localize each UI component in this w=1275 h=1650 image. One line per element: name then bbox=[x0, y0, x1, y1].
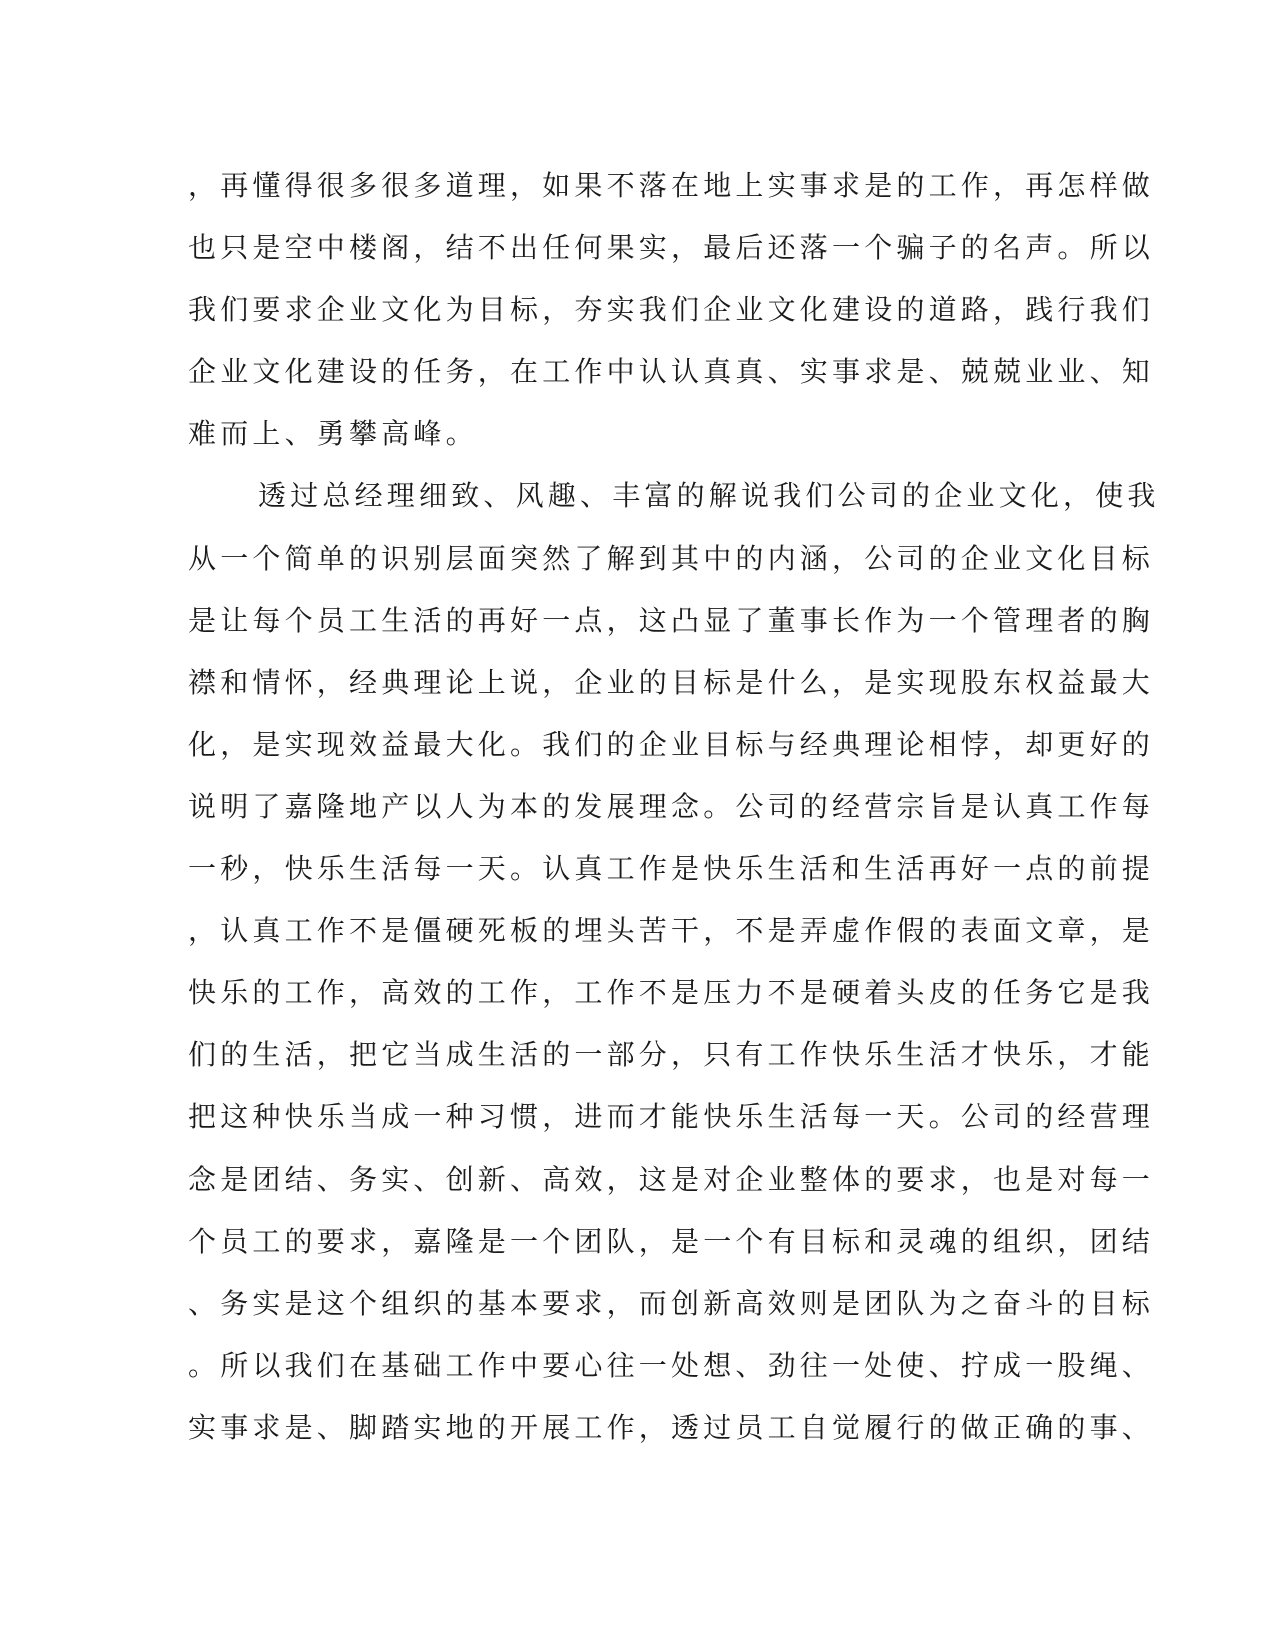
body-text bbox=[188, 155, 1160, 1459]
text-line: 念是团结、务实、创新、高效，这是对企业整体的要求，也是对每一 bbox=[188, 1162, 1155, 1196]
text-line: 企业文化建设的任务，在工作中认认真真、实事求是、兢兢业业、知 bbox=[188, 355, 1155, 389]
text-line: 。所以我们在基础工作中要心往一处想、劲往一处使、拧成一股绳、 bbox=[188, 1348, 1155, 1382]
paragraph-start-line: 透过总经理细致、风趣、丰富的解说我们公司的企业文化，使我 bbox=[258, 479, 1160, 513]
text-line: 说明了嘉隆地产以人为本的发展理念。公司的经营宗旨是认真工作每 bbox=[188, 789, 1155, 823]
text-line: 们的生活，把它当成生活的一部分，只有工作快乐生活才快乐，才能 bbox=[188, 1038, 1155, 1072]
text-line: 、务实是这个组织的基本要求，而创新高效则是团队为之奋斗的目标 bbox=[188, 1286, 1155, 1320]
text-line: 把这种快乐当成一种习惯，进而才能快乐生活每一天。公司的经营理 bbox=[188, 1100, 1155, 1134]
text-line: 实事求是、脚踏实地的开展工作，透过员工自觉履行的做正确的事、 bbox=[188, 1410, 1155, 1444]
text-line: 从一个简单的识别层面突然了解到其中的内涵，公司的企业文化目标 bbox=[188, 541, 1155, 575]
text-line: 一秒，快乐生活每一天。认真工作是快乐生活和生活再好一点的前提 bbox=[188, 852, 1155, 886]
text-line: 化，是实现效益最大化。我们的企业目标与经典理论相悖，却更好的 bbox=[188, 727, 1155, 761]
text-line: 难而上、勇攀高峰。 bbox=[188, 417, 478, 451]
text-line: ，认真工作不是僵硬死板的埋头苦干，不是弄虚作假的表面文章，是 bbox=[188, 914, 1155, 948]
text-line: 快乐的工作，高效的工作，工作不是压力不是硬着头皮的任务它是我 bbox=[188, 976, 1155, 1010]
text-line: 襟和情怀，经典理论上说，企业的目标是什么，是实现股东权益最大 bbox=[188, 665, 1155, 699]
text-line: 是让每个员工生活的再好一点，这凸显了董事长作为一个管理者的胸 bbox=[188, 603, 1155, 637]
text-line: 我们要求企业文化为目标，夯实我们企业文化建设的道路，践行我们 bbox=[188, 293, 1155, 327]
text-line: 个员工的要求，嘉隆是一个团队，是一个有目标和灵魂的组织，团结 bbox=[188, 1224, 1155, 1258]
text-line: 也只是空中楼阁，结不出任何果实，最后还落一个骗子的名声。所以 bbox=[188, 231, 1155, 265]
text-line: ，再懂得很多很多道理，如果不落在地上实事求是的工作，再怎样做 bbox=[188, 169, 1155, 202]
